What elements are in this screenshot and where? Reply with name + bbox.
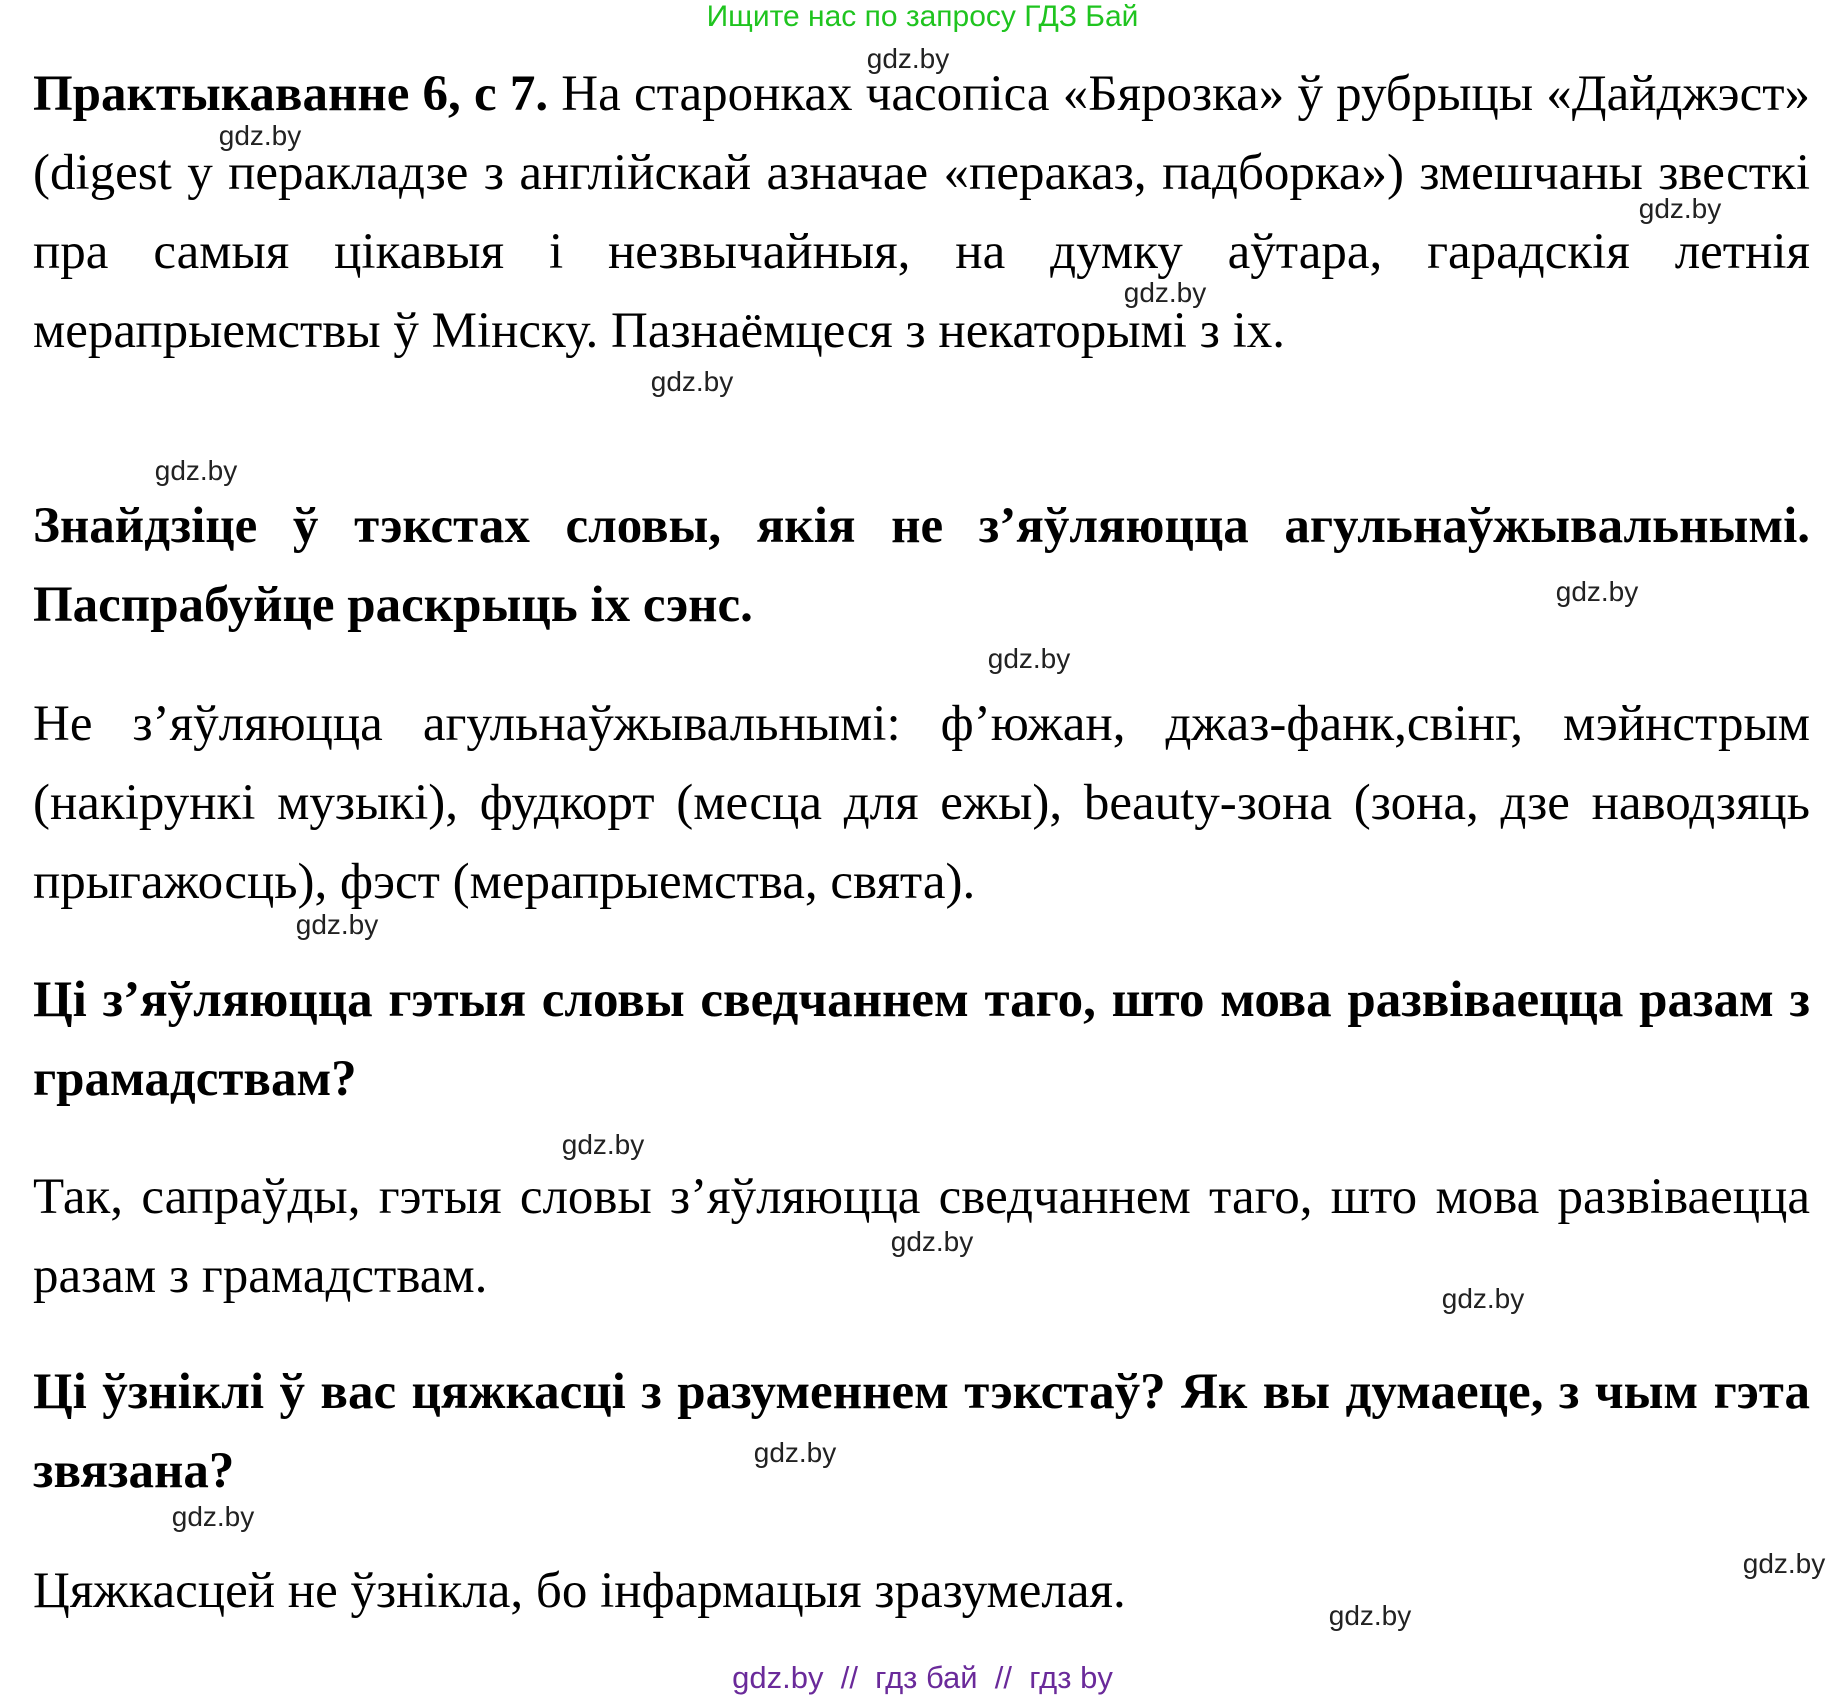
watermark: gdz.by [295,909,379,940]
watermark: gdz.by [1742,1548,1826,1579]
watermark: gdz.by [1123,277,1207,308]
footer-links [0,1660,1845,1696]
question-2: Ці з’яўляюцца гэтыя словы сведчаннем таго, што мова развіваецца разам з грамадствам? [33,972,1810,1107]
watermark: gdz.by [1638,193,1722,224]
footer-text: gdz.by // гдз бай // гдз by [732,1660,1113,1695]
answer-1: Не з’яўляюцца агульнаўжывальнымі: ф’южан, джаз-фанк,свінг, мэйнстрым (накірункі музыкі), фудкорт (месца для ежы), beauty-зона (зона, дзе наводзяць прыгажосць), фэст (мерапрыемства, свята). [33,696,1810,910]
watermark: gdz.by [890,1226,974,1257]
watermark: gdz.by [218,120,302,151]
answer-2: Так, сапраўды, гэтыя словы з’яўляюцца сведчаннем таго, што мова развіваецца разам з грамадствам. [33,1169,1810,1304]
watermark: gdz.by [987,643,1071,674]
question-3: Ці ўзніклі ў вас цяжкасці з разуменнем тэкстаў? Як вы думаеце, з чым гэта звязана? [33,1364,1810,1499]
watermark: gdz.by [1328,1600,1412,1631]
watermark: gdz.by [561,1129,645,1160]
exercise-text: На старонках часопіса «Бярозка» ў рубрыцы «Дайджэст» (digest у перакладзе з англійскай азначае «пераказ, падборка») змешчаны звесткі пра самыя цікавыя і незвычайныя, на думку аўтара, гарадскія летнія мерапрыемствы ў Мінску. Пазнаёмцеся з некаторымі з іх. [33,66,1810,359]
watermark: gdz.by [650,366,734,397]
watermark: gdz.by [171,1501,255,1532]
watermark: gdz.by [753,1437,837,1468]
question-1: Знайдзіце ў тэкстах словы, якія не з’яўляюцца агульнаўжывальнымі. Паспрабуйце раскрыць іх сэнс. [33,498,1810,633]
watermark: gdz.by [866,43,950,74]
answer-3: Цяжкасцей не ўзнікла, бо інфармацыя зразумелая. [33,1563,1126,1619]
watermark: gdz.by [154,455,238,486]
watermark: gdz.by [1555,576,1639,607]
exercise-paragraph [33,55,1810,371]
exercise-title: Практыкаванне 6, с 7. [33,66,549,122]
search-hint-banner: Ищите нас по запросу ГДЗ Бай [706,0,1139,33]
watermark: gdz.by [1441,1283,1525,1314]
